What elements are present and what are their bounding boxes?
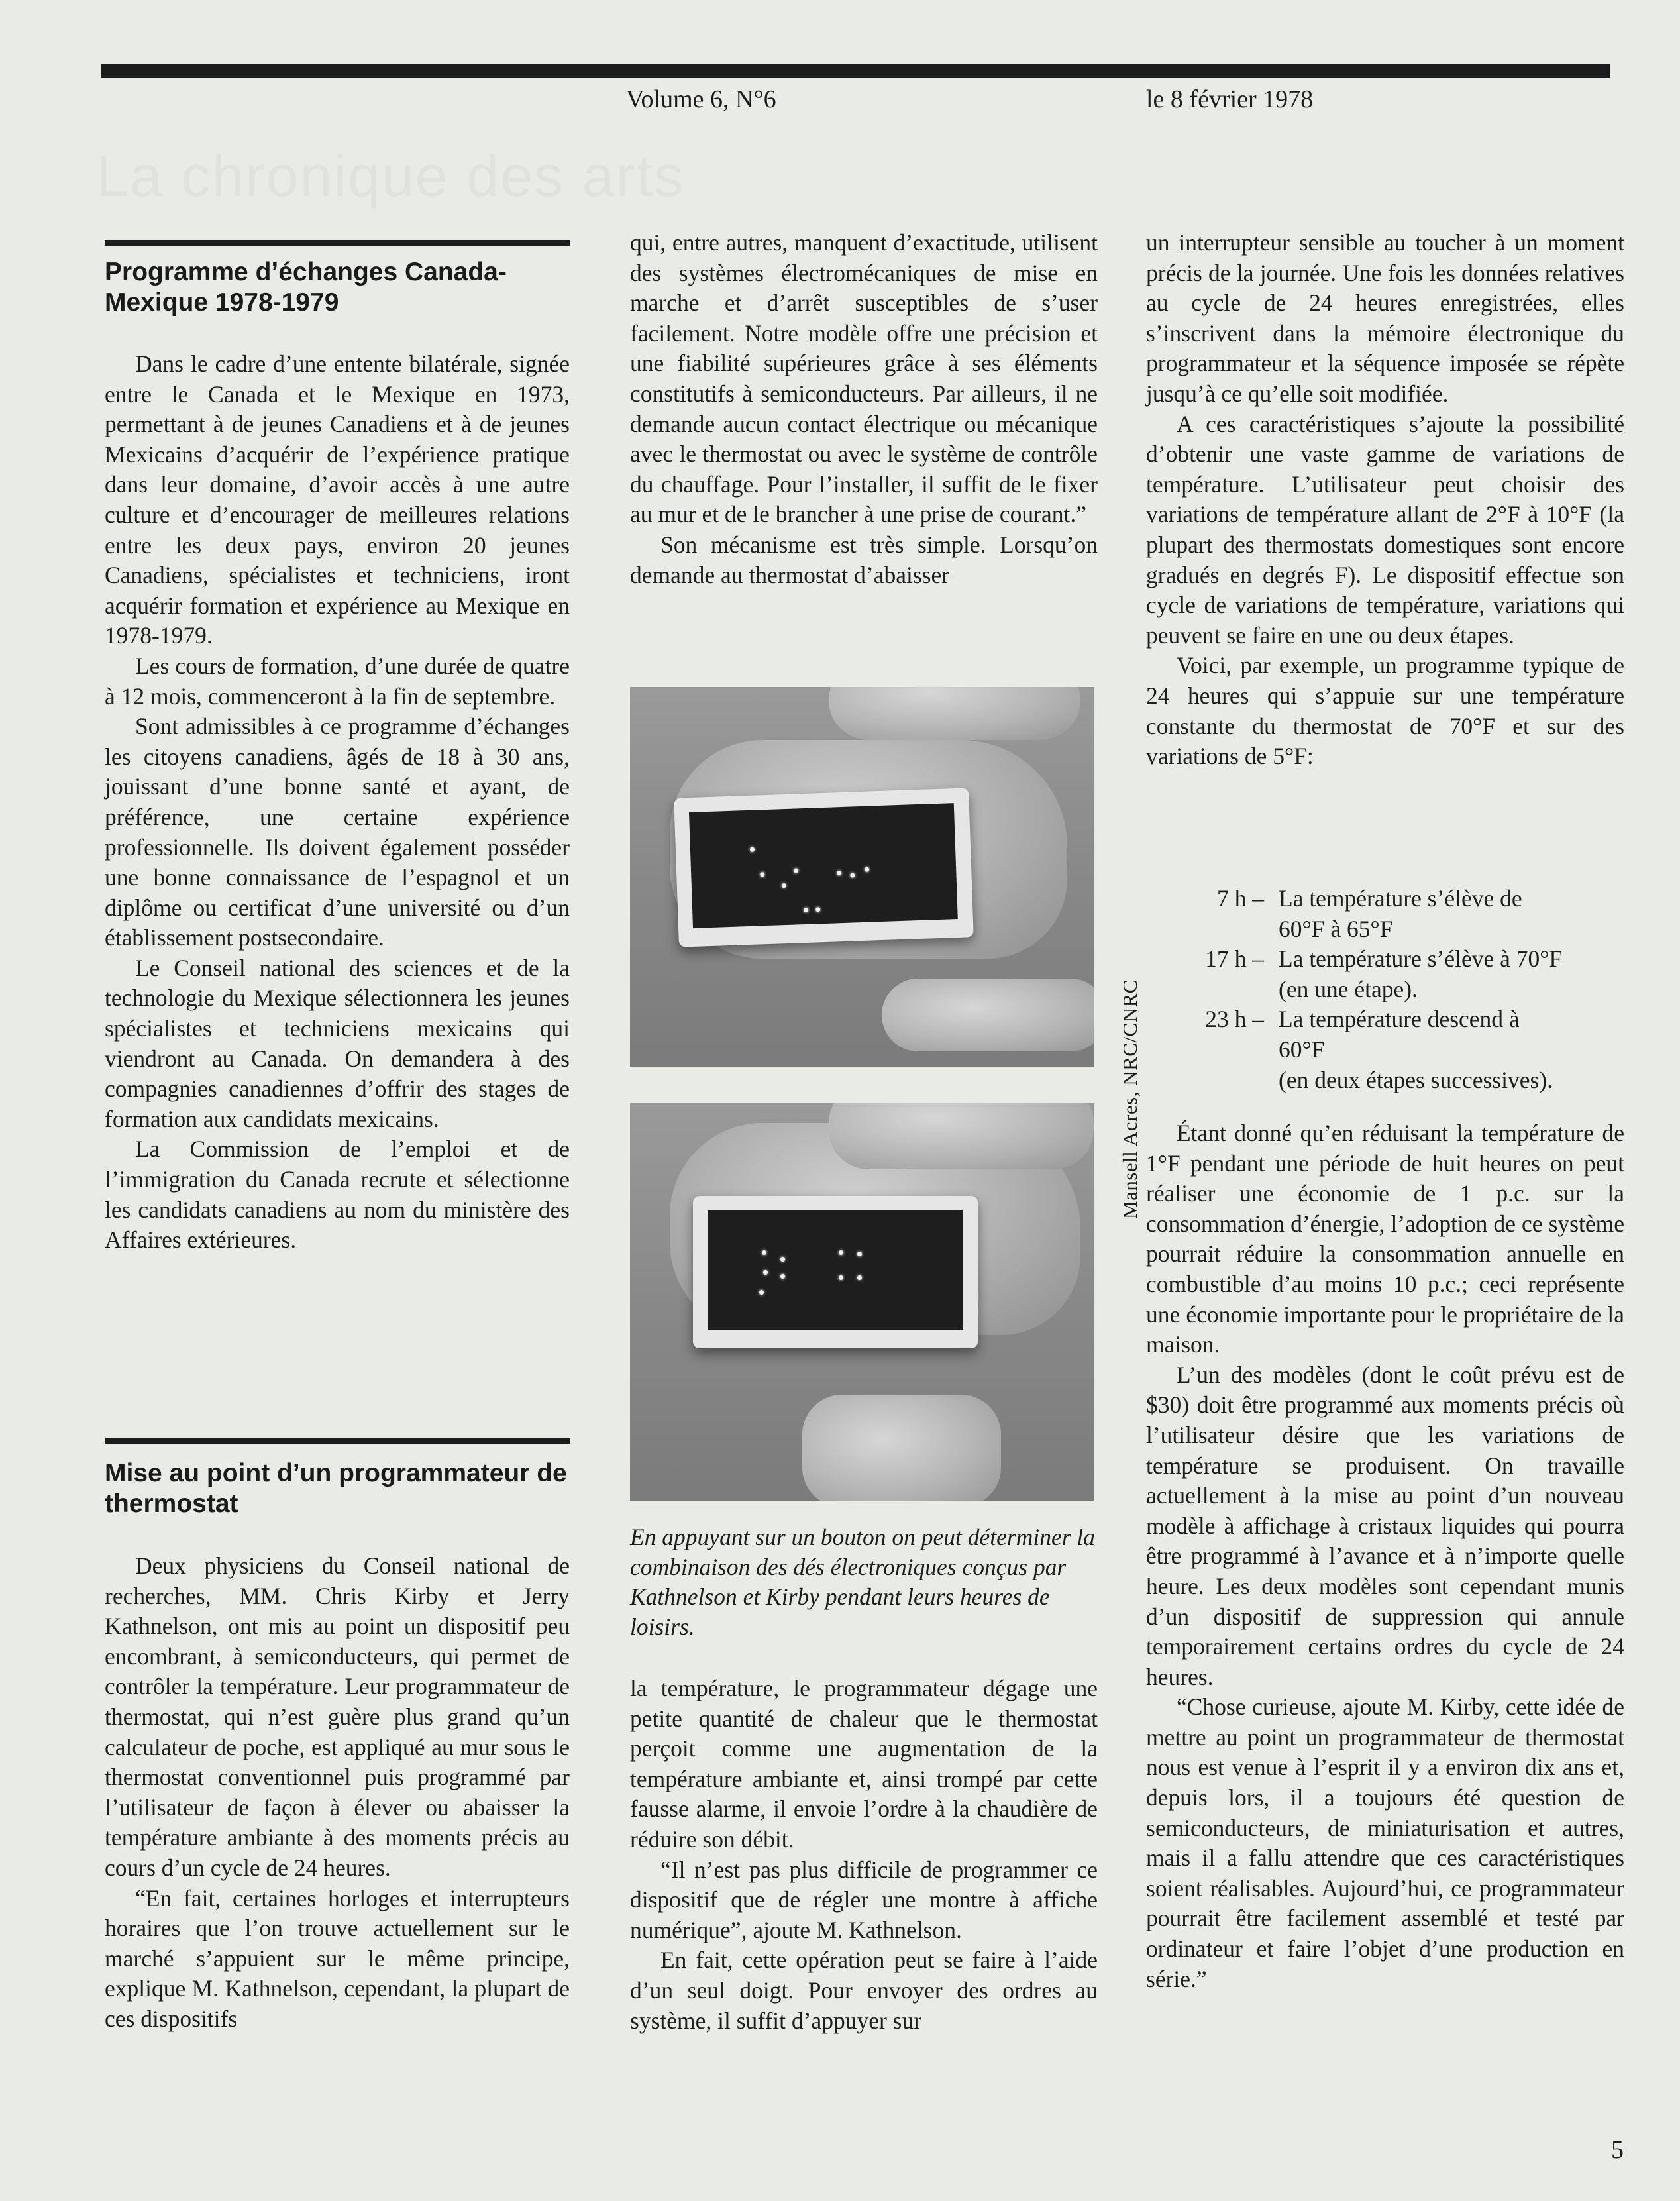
- paragraph: L’un des modèles (dont le coût prévu est de $30) doit être programmé aux moments précis où l’utilisateur désire que les variations de température se produisent. On travaille actuellement à la mise au point d’un nouveau modèle à affichage à cristaux liquides qui pourra être programmé à l’avance et à n’importe quelle heure. Les deux modèles sont cependant munis d’un dispositif de suppression qui annule temporairement certains ordres du cycle de 24 heures.: [1146, 1361, 1624, 1690]
- schedule-description: [1279, 1004, 1624, 1095]
- paragraph: Dans le cadre d’une entente bilatérale, signée entre le Canada et le Mexique en 1973, permettant à de jeunes Canadiens et à de jeunes Mexicains d’acquérir de l’expérience pratique dans leur domaine, d’avoir accès à une autre culture et d’encourager de meilleures relations entre les deux pays, environ 20 jeunes Canadiens, spécialistes et techniciens, iront acquérir formation et expérience au Mexique en 1978-1979.: [105, 350, 570, 649]
- finger-image: [882, 979, 1094, 1051]
- schedule-row: [1146, 884, 1624, 944]
- issue-volume: Volume 6, N°6: [626, 85, 776, 113]
- article-body-exchange: [105, 349, 570, 1256]
- paragraph: Deux physiciens du Conseil national de recherches, MM. Chris Kirby et Jerry Kathnelson, ont mis au point un dispositif peu encombrant, à semiconducteurs, qui permet de contrôler la température. Leur programmateur de thermostat, qui n’est guère plus grand qu’un calculateur de poche, est appliqué au mur sous le thermostat conventionnel puis programmé par l’utilisateur de façon à élever ou abaisser la température ambiante à des moments précis au cours d’un cycle de 24 heures.: [105, 1552, 570, 1881]
- schedule-line: La température s’élève de: [1279, 885, 1522, 912]
- paragraph: Voici, par exemple, un programme typique de 24 heures qui s’appuie sur une température constante du thermostat de 70°F et sur des variations de 5°F:: [1146, 652, 1624, 770]
- device-image: [674, 788, 974, 947]
- article-body-thermostat-col3-bottom: [1146, 1118, 1624, 1994]
- schedule-description: [1279, 884, 1624, 944]
- paragraph: La Commission de l’emploi et de l’immigration du Canada recrute et sélectionne les candidats canadiens au nom du ministère des Affaires extérieures.: [105, 1136, 570, 1254]
- schedule-row: [1146, 1004, 1624, 1095]
- article-body-thermostat-col2-bottom: [630, 1674, 1098, 2036]
- schedule-line: 60°F à 65°F: [1279, 915, 1393, 942]
- schedule-line: (en une étape).: [1279, 975, 1418, 1002]
- header-rule: [101, 64, 1610, 78]
- article-body-thermostat-col2-top: [630, 228, 1098, 590]
- temperature-schedule: [1146, 884, 1624, 1095]
- schedule-line: (en deux étapes successives).: [1279, 1066, 1553, 1093]
- thumb-image: [829, 687, 1080, 740]
- photo-caption: En appuyant sur un bouton on peut déterminer la combinaison des dés électroniques conçus par Kathnelson et Kirby pendant leurs heures de loisirs.: [630, 1524, 1096, 1640]
- bleed-through-title: La chronique des arts: [96, 143, 685, 209]
- article-title-thermostat: Mise au point d’un programmateur de thermostat: [105, 1459, 567, 1518]
- schedule-time: 23 h –: [1205, 1006, 1264, 1033]
- article-title-exchange: Programme d’échanges Canada-Mexique 1978-1979: [105, 258, 507, 317]
- paragraph: Le Conseil national des sciences et de la technologie du Mexique sélectionnera les jeunes spécialistes et techniciens mexicains qui viendront au Canada. On demandera à des compagnies canadiennes d’offrir des stages de formation aux candidats mexicains.: [105, 954, 570, 1132]
- device-screen: [708, 1210, 963, 1330]
- schedule-line: La température s’élève à 70°F: [1279, 945, 1563, 973]
- schedule-line: La température descend à: [1279, 1006, 1520, 1033]
- photo-electronic-dice-top: [630, 687, 1094, 1067]
- paragraph: Étant donné qu’en réduisant la température de 1°F pendant une période de huit heures on peut réaliser une économie de 1 p.c. sur la consommation d’énergie, l’adoption de ce système pourrait réduire la consommation annuelle en combustible d’au moins 10 p.c.; ceci représente une économie importante pour le propriétaire de la maison.: [1146, 1120, 1624, 1358]
- issue-date: le 8 février 1978: [1146, 85, 1314, 113]
- photo-electronic-dice-bottom: [630, 1103, 1094, 1501]
- device-screen: [689, 803, 958, 928]
- article-body-thermostat-col3-top: [1146, 228, 1624, 772]
- schedule-time: 7 h –: [1217, 885, 1264, 912]
- paragraph: Les cours de formation, d’une durée de quatre à 12 mois, commenceront à la fin de septembre.: [105, 652, 570, 710]
- finger-image: [802, 1395, 1001, 1501]
- paragraph: un interrupteur sensible au toucher à un moment précis de la journée. Une fois les données relatives au cycle de 24 heures enregistrées, elles s’inscrivent dans la mémoire électronique du programmateur et la séquence imposée se répète jusqu’à ce qu’elle soit modifiée.: [1146, 229, 1624, 407]
- paragraph: “En fait, certaines horloges et interrupteurs horaires que l’on trouve actuellement sur le marché s’appuient sur le même principe, explique M. Kathnelson, cependant, la plupart de ces dispositifs: [105, 1884, 570, 2032]
- section-rule: [105, 1438, 570, 1444]
- page-number: 5: [1611, 2136, 1624, 2164]
- paragraph: la température, le programmateur dégage une petite quantité de chaleur que le thermostat perçoit comme une augmentation de la température ambiante et, ainsi trompé par cette fausse alarme, il envoie l’ordre à la chaudière de réduire son débit.: [630, 1675, 1098, 1852]
- article-body-thermostat-col1: [105, 1551, 570, 2035]
- paragraph: qui, entre autres, manquent d’exactitude, utilisent des systèmes électromécaniques de mise en marche et d’arrêt susceptibles de s’user facilement. Notre modèle offre une précision et une fiabilité supérieures grâce à ses éléments constitutifs à semiconducteurs. Par ailleurs, il ne demande aucun contact électrique ou mécanique avec le thermostat ou avec le système de contrôle du chauffage. Pour l’installer, il suffit de le fixer au mur et de le brancher à une prise de courant.”: [630, 229, 1098, 528]
- schedule-row: [1146, 944, 1624, 1004]
- schedule-time: 17 h –: [1205, 945, 1264, 973]
- paragraph: “Il n’est pas plus difficile de programmer ce dispositif que de régler une montre à affiche numérique”, ajoute M. Kathnelson.: [630, 1856, 1098, 1943]
- device-image: [693, 1196, 978, 1348]
- schedule-line: 60°F: [1279, 1036, 1325, 1063]
- thumb-image: [829, 1103, 1094, 1169]
- schedule-description: [1279, 944, 1624, 1004]
- paragraph: A ces caractéristiques s’ajoute la possibilité d’obtenir une vaste gamme de variations de température. L’utilisateur peut choisir des variations de température allant de 2°F à 10°F (la plupart des thermostats domestiques sont encore gradués en degrés F). Le dispositif effectue son cycle de variations de température, variations qui peuvent se faire en une ou deux étapes.: [1146, 410, 1624, 649]
- paragraph: “Chose curieuse, ajoute M. Kirby, cette idée de mettre au point un programmateur de thermostat nous est venue à l’esprit il y a environ dix ans et, depuis lors, il a toujours été question de semiconducteurs, de miniaturisation et autres, mais il a fallu attendre que ces caractéristiques soient réalisables. Aujourd’hui, ce programmateur pourrait être facilement assemblé et testé par ordinateur et faire l’objet d’une production en série.”: [1146, 1693, 1624, 1992]
- photo-credit: Mansell Acres, NRC/CNRC: [1118, 979, 1141, 1219]
- section-rule: [105, 240, 570, 246]
- paragraph: En fait, cette opération peut se faire à l’aide d’un seul doigt. Pour envoyer des ordres au système, il suffit d’appuyer sur: [630, 1947, 1098, 2034]
- paragraph: Sont admissibles à ce programme d’échanges les citoyens canadiens, âgés de 18 à 30 ans, jouissant d’une bonne santé et ayant, de préférence, une certaine expérience professionnelle. Ils doivent également posséder une bonne connaissance de l’espagnol et un diplôme ou certificat d’une université ou d’un établissement postsecondaire.: [105, 713, 570, 951]
- paragraph: Son mécanisme est très simple. Lorsqu’on demande au thermostat d’abaisser: [630, 531, 1098, 588]
